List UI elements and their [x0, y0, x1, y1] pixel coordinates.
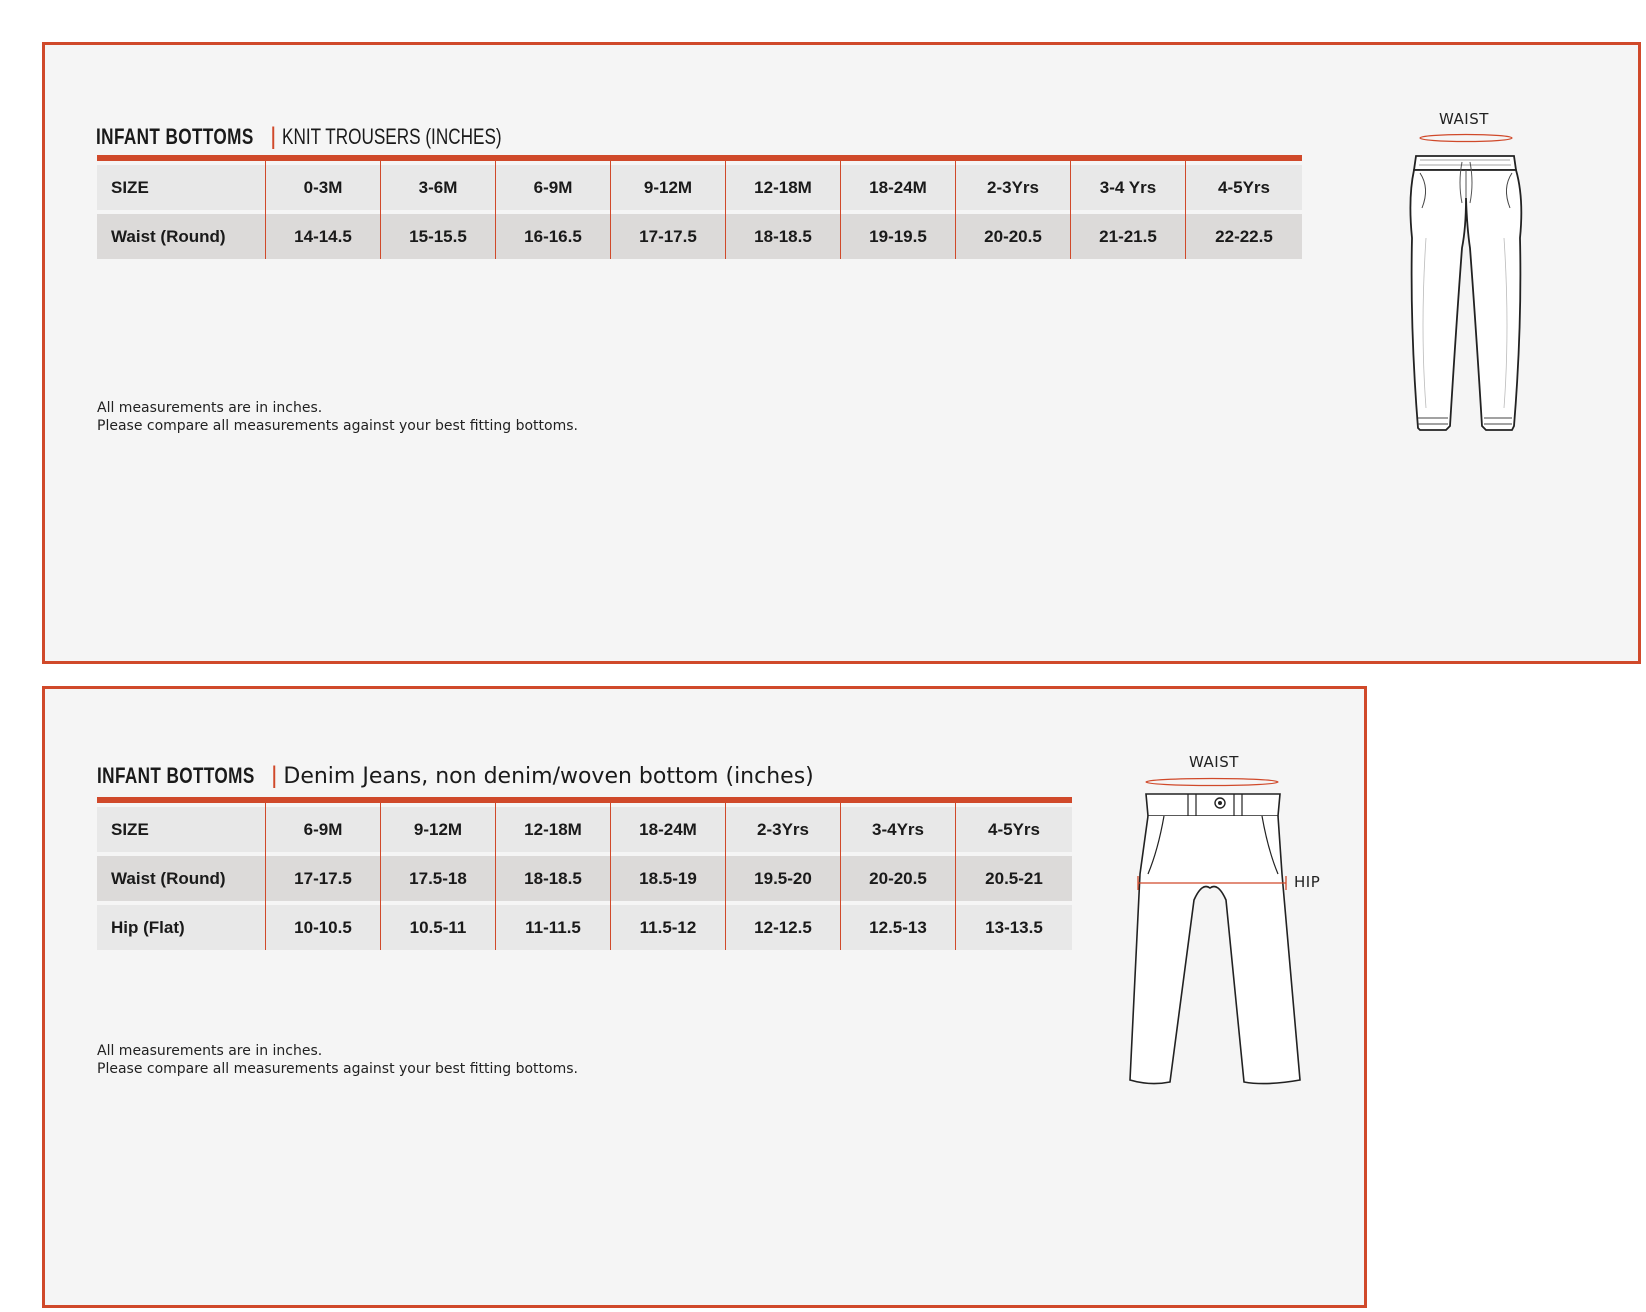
hip-cell: 11.5-12 [610, 905, 725, 950]
denim-hip-row [97, 905, 1072, 950]
denim-size-row [97, 807, 1072, 852]
knit-note [97, 399, 578, 435]
waist-cell: 15-15.5 [380, 214, 495, 259]
knit-title [96, 123, 564, 151]
denim-note [97, 1042, 578, 1078]
size-cell: 18-24M [610, 807, 725, 852]
knit-title-separator: | [270, 123, 277, 150]
hip-cell: 13-13.5 [955, 905, 1072, 950]
size-cell: 2-3Yrs [955, 165, 1070, 210]
denim-hip-label: HIP [1294, 873, 1321, 891]
size-cell: 9-12M [380, 807, 495, 852]
denim-note-line1: All measurements are in inches. [97, 1043, 323, 1059]
size-header: SIZE [97, 165, 265, 210]
denim-waist-row [97, 856, 1072, 901]
denim-title-strong: INFANT BOTTOMS [97, 763, 255, 788]
waist-header: Waist (Round) [97, 214, 265, 259]
waist-cell: 20-20.5 [840, 856, 955, 901]
denim-note-line2: Please compare all measurements against your best fitting bottoms. [97, 1061, 578, 1077]
waist-cell: 20.5-21 [955, 856, 1072, 901]
waist-cell: 14-14.5 [265, 214, 380, 259]
size-cell: 18-24M [840, 165, 955, 210]
denim-waist-label: WAIST [1189, 753, 1239, 771]
hip-header: Hip (Flat) [97, 905, 265, 950]
waist-cell: 18-18.5 [725, 214, 840, 259]
knit-note-line2: Please compare all measurements against your best fitting bottoms. [97, 418, 578, 434]
waist-cell: 18-18.5 [495, 856, 610, 901]
size-cell: 12-18M [725, 165, 840, 210]
denim-title-sub: Denim Jeans, non denim/woven bottom (inches) [283, 764, 814, 789]
size-cell: 4-5Yrs [1185, 165, 1302, 210]
size-cell: 2-3Yrs [725, 807, 840, 852]
hip-cell: 10-10.5 [265, 905, 380, 950]
waist-cell: 22-22.5 [1185, 214, 1302, 259]
hip-cell: 10.5-11 [380, 905, 495, 950]
size-cell: 9-12M [610, 165, 725, 210]
size-cell: 4-5Yrs [955, 807, 1072, 852]
size-cell: 6-9M [265, 807, 380, 852]
size-cell: 3-6M [380, 165, 495, 210]
denim-title-separator: | [271, 762, 278, 789]
knit-title-strong: INFANT BOTTOMS [96, 124, 254, 149]
waist-header: Waist (Round) [97, 856, 265, 901]
waist-cell: 19-19.5 [840, 214, 955, 259]
size-cell: 3-4Yrs [840, 807, 955, 852]
denim-size-table [97, 797, 1072, 950]
jogger-pants-illustration [1400, 128, 1540, 448]
waist-cell: 20-20.5 [955, 214, 1070, 259]
jeans-illustration [1110, 770, 1310, 1090]
knit-note-line1: All measurements are in inches. [97, 400, 323, 416]
hip-cell: 11-11.5 [495, 905, 610, 950]
waist-cell: 21-21.5 [1070, 214, 1185, 259]
knit-size-table [97, 155, 1302, 259]
waist-cell: 18.5-19 [610, 856, 725, 901]
knit-waist-row [97, 214, 1302, 259]
knit-size-row [97, 165, 1302, 210]
size-cell: 0-3M [265, 165, 380, 210]
size-header: SIZE [97, 807, 265, 852]
hip-cell: 12-12.5 [725, 905, 840, 950]
size-cell: 6-9M [495, 165, 610, 210]
waist-cell: 16-16.5 [495, 214, 610, 259]
knit-waist-label: WAIST [1439, 110, 1489, 128]
knit-title-sub: KNIT TROUSERS (INCHES) [282, 124, 503, 149]
waist-cell: 17-17.5 [265, 856, 380, 901]
waist-cell: 17-17.5 [610, 214, 725, 259]
waist-cell: 17.5-18 [380, 856, 495, 901]
hip-cell: 12.5-13 [840, 905, 955, 950]
size-cell: 12-18M [495, 807, 610, 852]
size-cell: 3-4 Yrs [1070, 165, 1185, 210]
waist-cell: 19.5-20 [725, 856, 840, 901]
denim-title [97, 762, 814, 790]
